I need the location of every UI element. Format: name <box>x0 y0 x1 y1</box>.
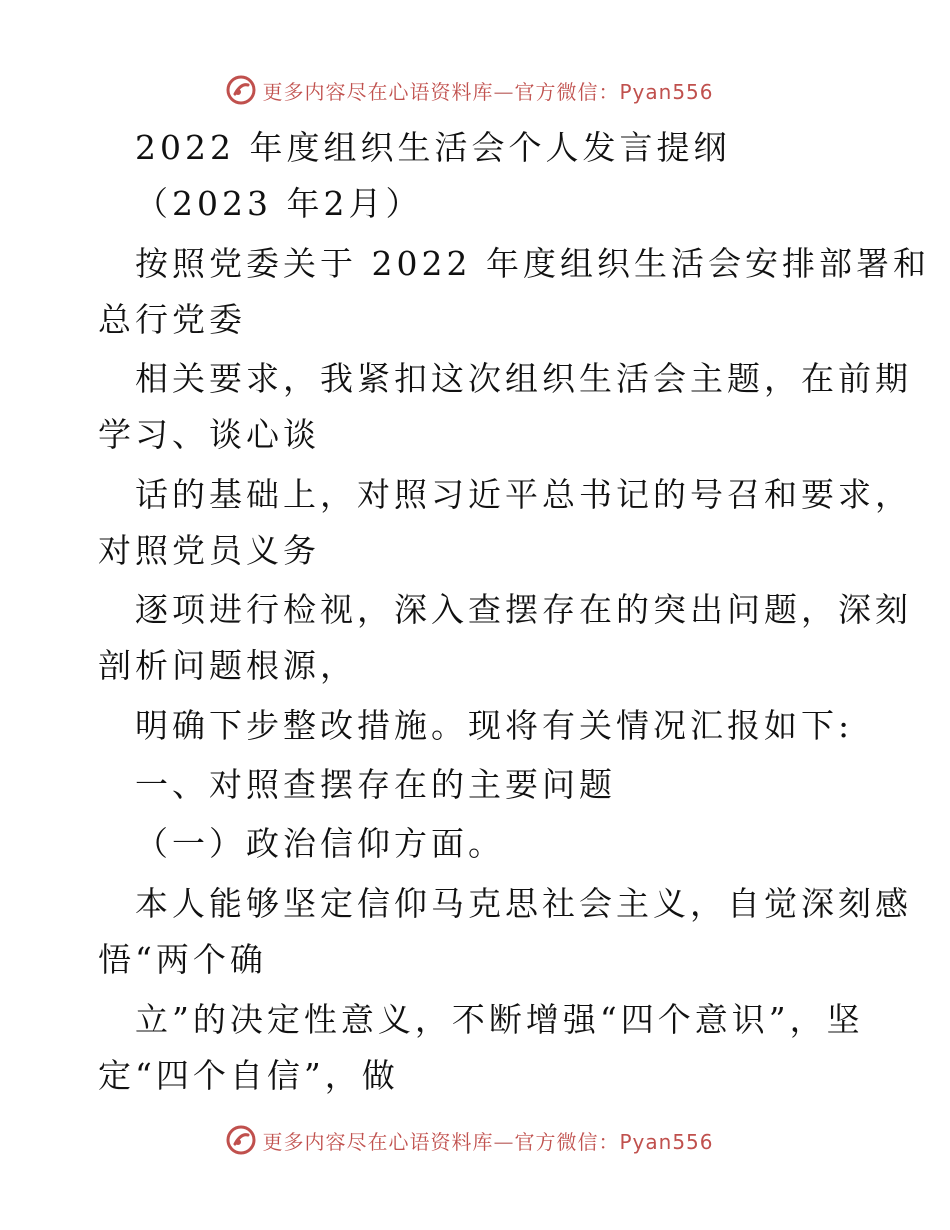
paragraph-line: 按照党委关于 2022 年度组织生活会安排部署和 <box>135 244 930 283</box>
paragraph-line: 相关要求，我紧扣这次组织生活会主题，在前期 <box>135 359 912 398</box>
paragraph-line: 总行党委 <box>98 300 246 339</box>
subsection-heading: （一）政治信仰方面。 <box>135 824 505 863</box>
paragraph-line: 悟“两个确 <box>98 940 267 979</box>
paragraph-line: 定“四个自信”，做 <box>98 1056 399 1095</box>
doc-title: 2022 年度组织生活会个人发言提纲 <box>135 128 731 167</box>
paragraph-line: 对照党员义务 <box>98 531 320 570</box>
banner-title: 更多内容尽在心语资料库 <box>262 1129 494 1154</box>
paragraph-line: 明确下步整改措施。现将有关情况汇报如下: <box>135 706 854 745</box>
logo-icon <box>226 1125 256 1155</box>
paragraph-line: 话的基础上，对照习近平总书记的号召和要求， <box>135 475 912 514</box>
paragraph-line: 本人能够坚定信仰马克思社会主义，自觉深刻感 <box>135 884 912 923</box>
banner-wechat-id: Pyan556 <box>619 79 714 104</box>
paragraph-line: 逐项进行检视，深入查摆存在的突出问题，深刻 <box>135 590 912 629</box>
section-heading: 一、对照查摆存在的主要问题 <box>135 765 616 804</box>
paragraph-line: 立”的决定性意义，不断增强“四个意识”，坚 <box>135 1000 864 1039</box>
banner-wechat-id: Pyan556 <box>619 1129 714 1154</box>
paragraph-line: 剖析问题根源， <box>98 646 357 685</box>
paragraph-line: 学习、谈心谈 <box>98 415 320 454</box>
doc-date: （2023 年2月） <box>135 184 423 223</box>
logo-icon <box>226 75 256 105</box>
banner-text <box>262 76 713 105</box>
banner-text <box>262 1126 713 1155</box>
banner-wechat-label: 官方微信： <box>514 1129 620 1154</box>
banner-dash: — <box>493 79 515 104</box>
banner-title: 更多内容尽在心语资料库 <box>262 79 494 104</box>
header-banner <box>0 70 950 110</box>
banner-wechat-label: 官方微信： <box>514 79 620 104</box>
banner-dash: — <box>493 1129 515 1154</box>
footer-banner <box>0 1120 950 1160</box>
